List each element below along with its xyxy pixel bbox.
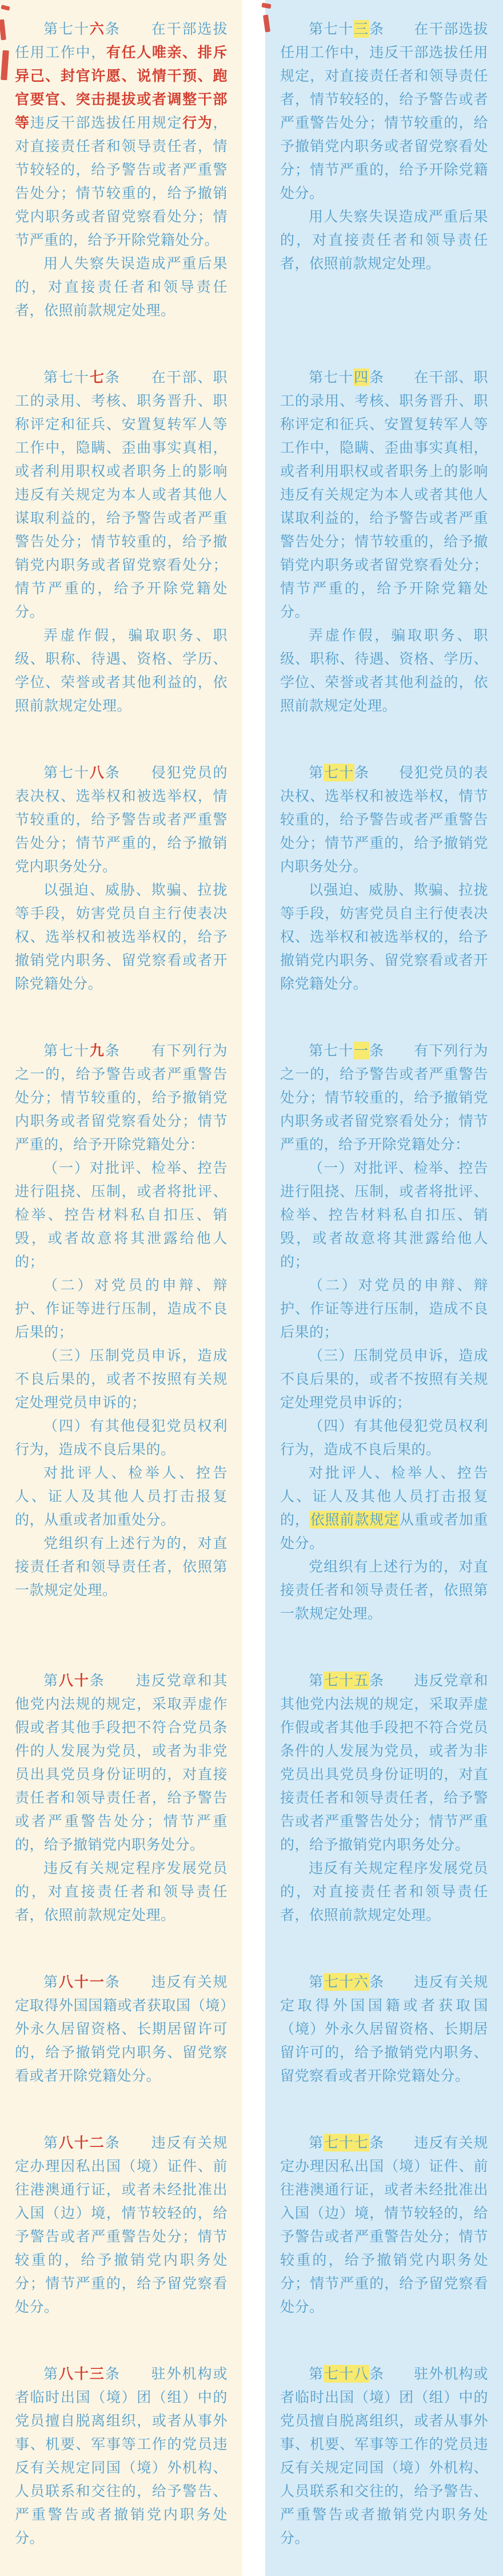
text-run: 以强迫、威胁、欺骗、拉拢等手段，妨害党员自主行使表决权、选举权和被选举权的，给予撤销党内职务、留党察看或者开除党籍处分。 <box>15 882 227 992</box>
paragraph <box>280 761 488 878</box>
paragraph <box>15 1669 227 1856</box>
paragraph <box>280 2131 488 2319</box>
new-version-cell <box>265 1927 503 2087</box>
article-pair-row <box>0 1927 503 2087</box>
text-run: 条 在干部选拔任用工作中，违反干部选拔任用规定，对直接责任者和领导责任者，情节较轻的，给予警告或者严重警告处分；情节较重的，给予撤销党内职务或者留党察看处分；情节严重的，给予开除党籍处分。 <box>280 21 488 201</box>
paragraph <box>15 1156 227 1273</box>
text-run: 条 违反有关规定取得外国国籍或者获取国（境）外永久居留资格、长期居留许可的，给予撤销党内职务、留党察看或者开除党籍处分。 <box>15 1974 227 2084</box>
paragraph <box>15 1970 227 2087</box>
text-run: （一）对批评、检举、控告进行阻挠、压制，或者将批评、检举、控告材料私自扣压、销毁，或者故意将其泄露给他人的； <box>280 1160 488 1270</box>
new-article-77 <box>280 2087 488 2319</box>
article-pair-row <box>0 0 503 322</box>
text-run: 条 违反有关规定办理因私出国（境）证件、前往港澳通行证，或者未经批准出入国（边）境，情节较轻的，给予警告或者严重警告处分；情节较重的，给予撤销党内职务处分；情节严重的，给予留党察看处分。 <box>15 2134 227 2315</box>
new-version-cell <box>265 2319 503 2576</box>
old-article-80 <box>15 1625 227 1927</box>
paragraph <box>280 1156 488 1273</box>
text-run: 第七十 <box>43 21 90 37</box>
text-run: ，对直接责任者和领导责任者，情节较轻的，给予警告或者严重警告处分；情节较重的，给予撤销党内职务或者留党察看处分；情节严重的，给予开除党籍处分。 <box>15 114 227 248</box>
paragraph <box>15 2362 227 2550</box>
new-article-71 <box>280 995 488 1625</box>
article-pair-row <box>0 2087 503 2319</box>
new-version-highlighted-text: 七十 <box>324 764 354 781</box>
old-version-changed-text: 九 <box>89 1042 105 1059</box>
text-run: 第 <box>309 2365 324 2382</box>
text-run: 条 有下列行为之一的，给予警告或者严重警告处分；情节较重的，给予撤销党内职务或者留党察看处分；情节严重的，给予开除党籍处分： <box>15 1042 227 1153</box>
paragraph <box>280 624 488 717</box>
text-run: （二）对党员的申辩、辩护、作证等进行压制，造成不良后果的； <box>280 1277 488 1340</box>
text-run: 第 <box>43 1672 59 1689</box>
old-version-changed-text: 八十一 <box>58 1974 105 1990</box>
text-run: 第七十 <box>43 369 90 386</box>
old-version-cell <box>0 2087 242 2319</box>
text-run: 违反有关规定程序发展党员的，对直接责任者和领导责任者，依照前款规定处理。 <box>15 1860 227 1923</box>
text-run: （四）有其他侵犯党员权利行为，造成不良后果的。 <box>15 1418 227 1458</box>
paragraph <box>15 1344 227 1414</box>
text-run: 第七十 <box>43 764 90 781</box>
text-run: 条 违反党章和其他党内法规的规定，采取弄虚作假或者其他手段把不符合党员条件的人发展为党员，或者为非党员出具党员身份证明的，对直接责任者和领导责任者，给予警告或者严重警告处分；情节严重的，给予撤销党内职务处分。 <box>280 1672 488 1853</box>
text-run: 弄虚作假，骗取职务、职级、职称、待遇、资格、学历、学位、荣誉或者其他利益的，依照前款规定处理。 <box>280 627 488 714</box>
paragraph <box>280 1344 488 1414</box>
paragraph <box>280 1856 488 1927</box>
text-run: 从重或者加重处分。 <box>280 1511 488 1551</box>
new-article-78 <box>280 2319 488 2550</box>
text-run: 第 <box>43 2365 59 2382</box>
new-article-73 <box>280 0 488 275</box>
text-run: 条 驻外机构或者临时出国（境）团（组）中的党员擅自脱离组织，或者从事外事、机要、军事等工作的党员违反有关规定同国（境）外机构、人员联系和交往的，给予警告、严重警告或者撤销党内职务处分。 <box>15 2365 227 2546</box>
old-version-changed-text: 八十 <box>58 1672 90 1689</box>
text-run: 第 <box>309 1974 324 1990</box>
text-run: 条 违反有关规定取得外国国籍或者获取国（境）外永久居留资格、长期居留许可的，给予撤销党内职务、留党察看或者开除党籍处分。 <box>280 1974 488 2084</box>
text-run: 第 <box>309 2134 324 2151</box>
text-run: 党组织有上述行为的，对直接责任者和领导责任者，依照第一款规定处理。 <box>15 1535 227 1598</box>
article-pair-row <box>0 2319 503 2576</box>
paragraph <box>15 366 227 624</box>
new-article-76 <box>280 1927 488 2087</box>
paragraph <box>15 1531 227 1602</box>
paragraph <box>280 1273 488 1344</box>
paragraph <box>280 878 488 995</box>
text-run: 第七十 <box>309 369 354 386</box>
text-run: 条 有下列行为之一的，给予警告或者严重警告处分；情节较重的，给予撤销党内职务或者留党察看处分；情节严重的，给予开除党籍处分： <box>280 1042 488 1153</box>
new-version-highlighted-text: 一 <box>354 1042 369 1059</box>
old-article-79 <box>15 995 227 1602</box>
paragraph <box>15 878 227 995</box>
text-run: 条 侵犯党员的表决权、选举权和被选举权，情节较重的，给予警告或者严重警告处分；情节严重的，给予撤销党内职务处分。 <box>280 764 488 875</box>
text-run: 弄虚作假，骗取职务、职级、职称、待遇、资格、学历、学位、荣誉或者其他利益的，依照前款规定处理。 <box>15 627 227 714</box>
text-run: 对批评人、检举人、控告人、证人及其他人员打击报复的，从重或者加重处分。 <box>15 1464 227 1528</box>
text-run: 用人失察失误造成严重后果的，对直接责任者和领导责任者，依照前款规定处理。 <box>15 255 227 319</box>
paragraph <box>280 1970 488 2087</box>
paragraph <box>280 1669 488 1856</box>
new-version-cell <box>265 2087 503 2319</box>
paragraph <box>280 1555 488 1625</box>
text-run: 条 在干部、职工的录用、考核、职务晋升、职称评定和征兵、安置复转军人等工作中，隐瞒、歪曲事实真相，或者利用职权或者职务上的影响违反有关规定为本人或者其他人谋取利益的，给予警告或者严重警告处分；情节较重的，给予撤销党内职务或者留党察看处分；情节严重的，给予开除党籍处分。 <box>280 369 488 620</box>
text-run: 条 侵犯党员的表决权、选举权和被选举权，情节较重的，给予警告或者严重警告处分；情节严重的，给予撤销党内职务处分。 <box>15 764 227 875</box>
paragraph <box>280 2362 488 2550</box>
article-pair-row <box>0 995 503 1625</box>
text-run: 第 <box>43 1974 59 1990</box>
article-pair-row <box>0 717 503 995</box>
new-version-cell <box>265 322 503 717</box>
old-version-changed-text: 八 <box>89 764 105 781</box>
text-run: 第七十 <box>309 1042 354 1059</box>
paragraph <box>15 2131 227 2319</box>
old-version-cell <box>0 717 242 995</box>
new-version-highlighted-text: 七十五 <box>324 1672 369 1689</box>
paragraph <box>15 252 227 322</box>
new-article-74 <box>280 322 488 717</box>
text-run: 条 违反有关规定办理因私出国（境）证件、前往港澳通行证，或者未经批准出入国（边）境，情节较轻的，给予警告或者严重警告处分；情节较重的，给予撤销党内职务处分；情节严重的，给予留党察看处分。 <box>280 2134 488 2315</box>
old-version-cell <box>0 0 242 322</box>
paragraph <box>15 761 227 878</box>
old-article-82 <box>15 2087 227 2319</box>
old-version-changed-text: 六 <box>89 21 105 37</box>
article-pair-row <box>0 1625 503 1927</box>
old-version-changed-text: 七 <box>89 369 105 386</box>
old-article-76 <box>15 0 227 322</box>
paragraph <box>15 624 227 717</box>
paragraph <box>280 366 488 624</box>
old-version-cell <box>0 1927 242 2087</box>
text-run: 违反干部选拔任用规定 <box>30 114 183 131</box>
paragraph <box>15 1039 227 1156</box>
old-article-78 <box>15 717 227 995</box>
text-run: 第 <box>43 2134 59 2151</box>
old-version-changed-text: 八十三 <box>58 2365 105 2382</box>
paragraph <box>280 17 488 205</box>
paragraph <box>280 1461 488 1555</box>
old-version-changed-text: 八十二 <box>58 2134 105 2151</box>
text-run: 对批评人、检举人、控告人、证人及其他人员打击报复的， <box>280 1464 488 1528</box>
text-run: 条 在干部、职工的录用、考核、职务晋升、职称评定和征兵、安置复转军人等工作中，隐瞒、歪曲事实真相，或者利用职权或者职务上的影响违反有关规定为本人或者其他人谋取利益的，给予警告或者严重警告处分；情节较重的，给予撤销党内职务或者留党察看处分；情节严重的，给予开除党籍处分。 <box>15 369 227 620</box>
text-run: 以强迫、威胁、欺骗、拉拢等手段，妨害党员自主行使表决权、选举权和被选举权的，给予撤销党内职务、留党察看或者开除党籍处分。 <box>280 882 488 992</box>
text-run: 条 在干部选拔任用工作中， <box>15 21 227 61</box>
old-version-changed-text: 行为 <box>182 114 213 131</box>
paragraph <box>280 205 488 275</box>
old-version-changed-text: 有任人唯亲、排斥异己、封官许愿、说情干预、跑官要官、突击提拔或者调整干部等 <box>15 44 227 131</box>
paragraph <box>15 1461 227 1531</box>
text-run: （一）对批评、检举、控告进行阻挠、压制，或者将批评、检举、控告材料私自扣压、销毁，或者故意将其泄露给他人的； <box>15 1160 227 1270</box>
old-version-cell <box>0 322 242 717</box>
new-version-highlighted-text: 七十八 <box>324 2365 369 2382</box>
new-version-cell <box>265 0 503 322</box>
new-version-cell <box>265 1625 503 1927</box>
text-run: 条 驻外机构或者临时出国（境）团（组）中的党员擅自脱离组织，或者从事外事、机要、军事等工作的党员违反有关规定同国（境）外机构、人员联系和交往的，给予警告、严重警告或者撤销党内职务处分。 <box>280 2365 488 2546</box>
text-run: （三）压制党员申诉，造成不良后果的，或者不按照有关规定处理党员申诉的； <box>15 1347 227 1411</box>
text-run: （四）有其他侵犯党员权利行为，造成不良后果的。 <box>280 1418 488 1458</box>
new-version-highlighted-text: 三 <box>354 21 369 37</box>
old-version-cell <box>0 995 242 1625</box>
new-version-cell <box>265 995 503 1625</box>
text-run: 违反有关规定程序发展党员的，对直接责任者和领导责任者，依照前款规定处理。 <box>280 1860 488 1923</box>
text-run: 用人失察失误造成严重后果的，对直接责任者和领导责任者，依照前款规定处理。 <box>280 208 488 272</box>
old-article-83 <box>15 2319 227 2550</box>
old-version-cell <box>0 1625 242 1927</box>
text-run: （三）压制党员申诉，造成不良后果的，或者不按照有关规定处理党员申诉的； <box>280 1347 488 1411</box>
text-run: 第 <box>309 1672 324 1689</box>
old-article-81 <box>15 1927 227 2087</box>
new-version-highlighted-text: 七十七 <box>324 2134 369 2151</box>
text-run: （二）对党员的申辩、辩护、作证等进行压制，造成不良后果的； <box>15 1277 227 1340</box>
text-run: 第七十 <box>43 1042 90 1059</box>
new-version-highlighted-text: 七十六 <box>324 1974 369 1990</box>
text-run: 第 <box>309 764 324 781</box>
text-run: 第七十 <box>309 21 354 37</box>
new-article-70 <box>280 717 488 995</box>
article-pair-row <box>0 322 503 717</box>
paragraph <box>15 1414 227 1461</box>
paragraph <box>15 1273 227 1344</box>
paragraph <box>280 1414 488 1461</box>
text-run: 条 违反党章和其他党内法规的规定，采取弄虚作假或者其他手段把不符合党员条件的人发展为党员，或者为非党员出具党员身份证明的，对直接责任者和领导责任者，给予警告或者严重警告处分；情节严重的，给予撤销党内职务处分。 <box>15 1672 227 1853</box>
new-article-75 <box>280 1625 488 1927</box>
text-run: 党组织有上述行为的，对直接责任者和领导责任者，依照第一款规定处理。 <box>280 1558 488 1622</box>
paragraph <box>280 1039 488 1156</box>
paragraph <box>15 1856 227 1927</box>
new-version-highlighted-text: 四 <box>354 369 369 386</box>
new-version-cell <box>265 717 503 995</box>
old-version-cell <box>0 2319 242 2576</box>
old-article-77 <box>15 322 227 717</box>
paragraph <box>15 17 227 252</box>
new-version-highlighted-text: 依照前款规定 <box>310 1511 400 1528</box>
